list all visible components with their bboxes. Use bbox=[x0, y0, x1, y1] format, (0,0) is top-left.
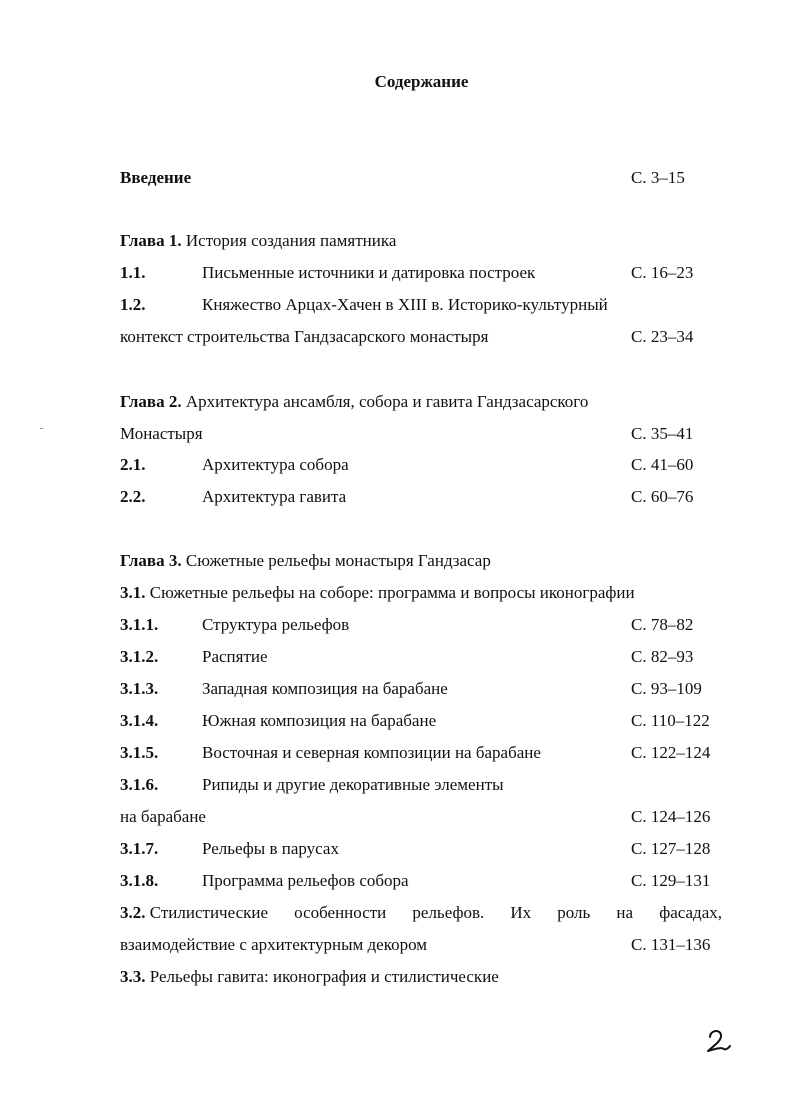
toc-label-cont: контекст строительства Гандзасарского монастыря bbox=[120, 327, 489, 346]
toc-label: Программа рельефов собора bbox=[202, 871, 409, 890]
toc-pages: С. 110–122 bbox=[631, 711, 710, 730]
toc-num: 3.1.2. bbox=[120, 647, 159, 666]
section-3-1-heading bbox=[120, 583, 635, 603]
toc-label: Рельефы в парусах bbox=[202, 839, 339, 858]
chapter-3-heading bbox=[120, 551, 491, 571]
section-3-2-word: роль bbox=[557, 903, 591, 922]
toc-num: 3.1.8. bbox=[120, 871, 159, 890]
toc-pages: С. 82–93 bbox=[631, 647, 694, 666]
section-3-1-title: Сюжетные рельефы на соборе: программа и вопросы иконографии bbox=[149, 583, 635, 602]
handwritten-page-number bbox=[703, 1025, 733, 1055]
scan-speck bbox=[40, 428, 43, 429]
toc-pages: С. 93–109 bbox=[631, 679, 702, 698]
toc-label: Княжество Арцах-Хачен в XIII в. Историко-культурный bbox=[202, 295, 608, 314]
section-3-2-word: Стилистические bbox=[149, 903, 269, 922]
toc-label-cont: на барабане bbox=[120, 807, 206, 826]
intro-pages: С. 3–15 bbox=[631, 168, 685, 187]
toc-pages: С. 122–124 bbox=[631, 743, 711, 762]
toc-pages: С. 78–82 bbox=[631, 615, 694, 634]
section-3-2-word: особенности bbox=[294, 903, 387, 922]
toc-label: Архитектура гавита bbox=[202, 487, 347, 506]
chapter-2-title-cont: Монастыря bbox=[120, 424, 203, 443]
toc-num: 3.1.1. bbox=[120, 615, 159, 634]
toc-label: Южная композиция на барабане bbox=[202, 711, 437, 730]
toc-num: 2.1. bbox=[120, 455, 146, 474]
toc-num: 3.1.7. bbox=[120, 839, 159, 858]
section-3-2-number: 3.2. bbox=[120, 903, 146, 922]
chapter-1-number: Глава 1. bbox=[120, 231, 182, 250]
toc-num: 1.2. bbox=[120, 295, 146, 314]
toc-num: 2.2. bbox=[120, 487, 146, 506]
section-3-2-word: фасадах, bbox=[659, 903, 722, 922]
toc-num: 3.1.5. bbox=[120, 743, 159, 762]
toc-label: Письменные источники и датировка построек bbox=[202, 263, 536, 282]
toc-pages: С. 60–76 bbox=[631, 487, 694, 506]
chapter-3-number: Глава 3. bbox=[120, 551, 182, 570]
toc-pages: С. 127–128 bbox=[631, 839, 711, 858]
toc-pages: С. 23–34 bbox=[631, 327, 694, 346]
section-3-3-title: Рельефы гавита: иконография и стилистические bbox=[149, 967, 499, 986]
intro-label: Введение bbox=[120, 168, 192, 187]
chapter-2-number: Глава 2. bbox=[120, 392, 182, 411]
toc-label: Западная композиция на барабане bbox=[202, 679, 448, 698]
section-3-2-first-word bbox=[120, 903, 268, 923]
section-3-2-word: на bbox=[616, 903, 634, 922]
toc-num: 1.1. bbox=[120, 263, 146, 282]
toc-pages: С. 16–23 bbox=[631, 263, 694, 282]
toc-label: Рипиды и другие декоративные элементы bbox=[202, 775, 504, 794]
section-3-2-cont: взаимодействие с архитектурным декором bbox=[120, 935, 428, 954]
chapter-1-title: История создания памятника bbox=[185, 231, 397, 250]
section-3-1-number: 3.1. bbox=[120, 583, 146, 602]
toc-num: 3.1.6. bbox=[120, 775, 159, 794]
section-3-2-heading bbox=[120, 903, 722, 923]
section-3-3-number: 3.3. bbox=[120, 967, 146, 986]
chapter-2-pages: С. 35–41 bbox=[631, 424, 694, 443]
chapter-3-title: Сюжетные рельефы монастыря Гандзасар bbox=[185, 551, 491, 570]
chapter-2-title: Архитектура ансамбля, собора и гавита Гандзасарского bbox=[185, 392, 589, 411]
toc-num: 3.1.4. bbox=[120, 711, 159, 730]
page-title: Содержание bbox=[374, 72, 469, 91]
toc-pages: С. 41–60 bbox=[631, 455, 694, 474]
toc-label: Распятие bbox=[202, 647, 268, 666]
toc-label: Структура рельефов bbox=[202, 615, 350, 634]
toc-pages: С. 129–131 bbox=[631, 871, 711, 890]
section-3-2-word: Их bbox=[510, 903, 532, 922]
chapter-2-heading bbox=[120, 392, 588, 412]
section-3-2-word: рельефов. bbox=[412, 903, 485, 922]
toc-pages: С. 124–126 bbox=[631, 807, 711, 826]
section-3-2-pages: С. 131–136 bbox=[631, 935, 711, 954]
toc-label: Восточная и северная композиции на барабане bbox=[202, 743, 541, 762]
toc-num: 3.1.3. bbox=[120, 679, 159, 698]
toc-label: Архитектура собора bbox=[202, 455, 349, 474]
section-3-3-heading bbox=[120, 967, 499, 987]
chapter-1-heading bbox=[120, 231, 396, 251]
